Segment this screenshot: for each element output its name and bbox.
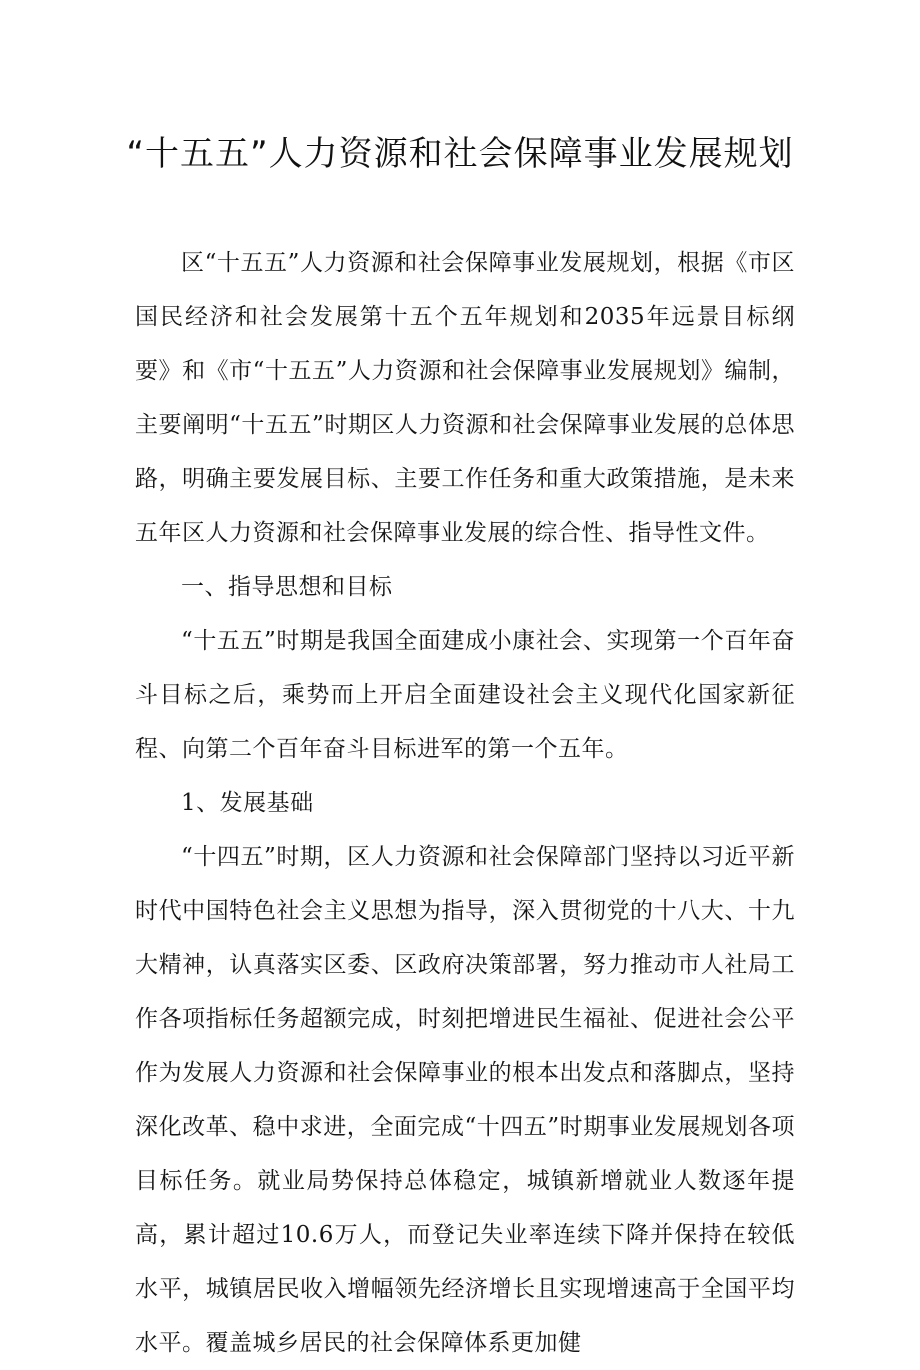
document-body: [135, 236, 795, 1370]
section-heading-guiding-ideas: 一、指导思想和目标: [181, 574, 393, 600]
document-title: “十五五”人力资源和社会保障事业发展规划: [126, 134, 794, 174]
intro-paragraph: 区“十五五”人力资源和社会保障事业发展规划，根据《市区国民经济和社会发展第十五个五年规划和2035年远景目标纲要》和《市“十五五”人力资源和社会保障事业发展规划》编制，主要阐明“十五五”时期区人力资源和社会保障事业发展的总体思路，明确主要发展目标、主要工作任务和重大政策措施，是未来五年区人力资源和社会保障事业发展的综合性、指导性文件。: [135, 250, 795, 546]
subsection-heading-foundation: 1、发展基础: [181, 790, 314, 816]
context-paragraph: “十五五”时期是我国全面建成小康社会、实现第一个百年奋斗目标之后，乘势而上开启全面建设社会主义现代化国家新征程、向第二个百年奋斗目标进军的第一个五年。: [135, 628, 795, 762]
foundation-paragraph: “十四五”时期，区人力资源和社会保障部门坚持以习近平新时代中国特色社会主义思想为指导，深入贯彻党的十八大、十九大精神，认真落实区委、区政府决策部署，努力推动市人社局工作各项指标任务超额完成，时刻把增进民生福祉、促进社会公平作为发展人力资源和社会保障事业的根本出发点和落脚点，坚持深化改革、稳中求进，全面完成“十四五”时期事业发展规划各项目标任务。就业局势保持总体稳定，城镇新增就业人数逐年提高，累计超过10.6万人，而登记失业率连续下降并保持在较低水平，城镇居民收入增幅领先经济增长且实现增速高于全国平均水平。覆盖城乡居民的社会保障体系更加健: [135, 844, 795, 1356]
